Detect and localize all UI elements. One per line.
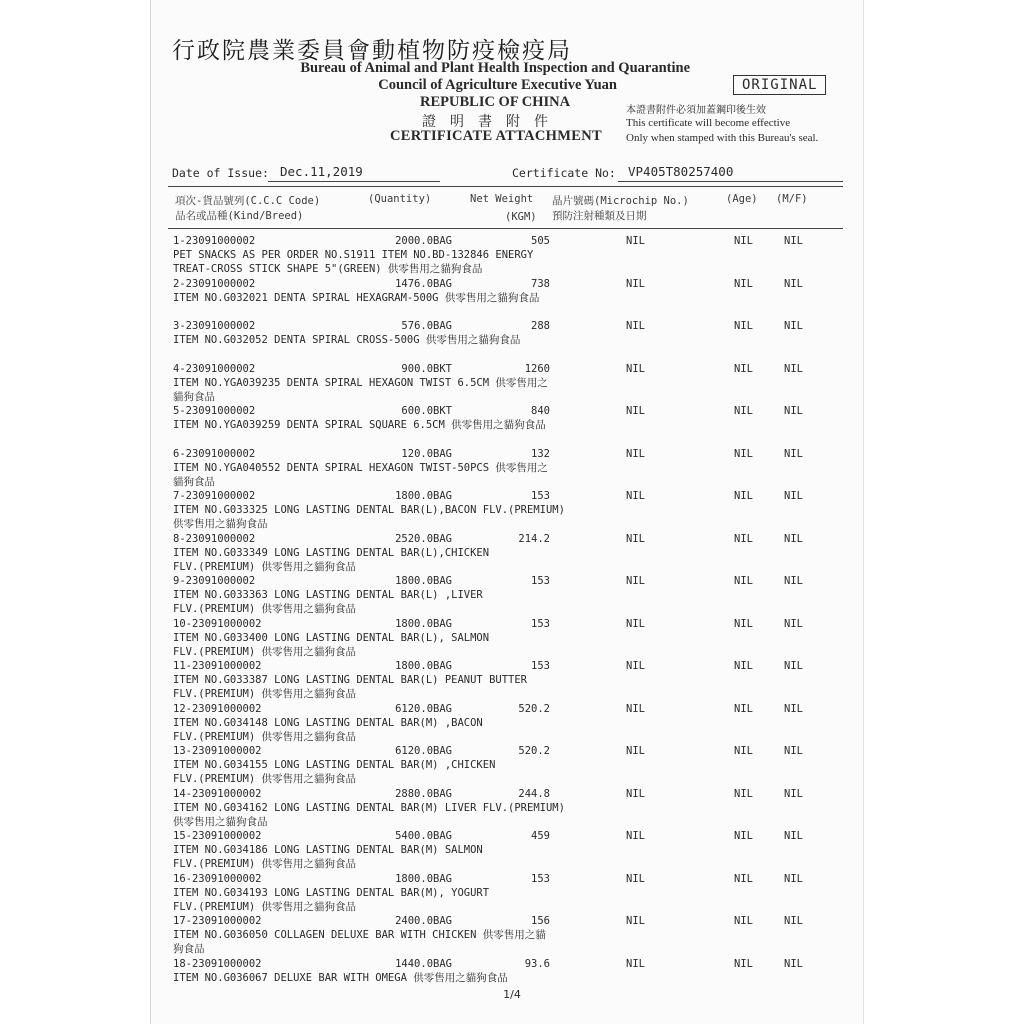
item-age: NIL: [734, 787, 753, 800]
item-net-weight: 1260: [524, 362, 550, 375]
item-microchip: NIL: [626, 277, 645, 290]
table-row: [0, 489, 1024, 503]
date-of-issue-value: Dec.11,2019: [280, 164, 363, 179]
item-description: ITEM NO.G034162 LONG LASTING DENTAL BAR(M) LIVER FLV.(PREMIUM): [173, 801, 565, 814]
item-description: FLV.(PREMIUM) 供零售用之貓狗食品: [173, 858, 357, 870]
item-age: NIL: [734, 745, 753, 757]
item-description: ITEM NO.YGA040552 DENTA SPIRAL HEXAGON TWIST-50PCS 供零售用之: [173, 461, 548, 474]
certificate-number-label: Certificate No:: [512, 166, 616, 180]
item-description: 狗食品: [173, 943, 205, 955]
date-underline: [268, 181, 440, 182]
item-sex: NIL: [784, 702, 803, 715]
item-microchip: NIL: [626, 872, 645, 885]
item-description: ITEM NO.YGA039259 DENTA SPIRAL SQUARE 6.5CM 供零售用之貓狗食品: [173, 419, 546, 431]
item-sex: NIL: [784, 277, 803, 290]
item-code: 6-23091000002: [173, 447, 256, 460]
item-net-weight: 153: [531, 490, 550, 502]
item-net-weight: 132: [531, 447, 550, 460]
item-description: FLV.(PREMIUM) 供零售用之貓狗食品: [173, 645, 357, 658]
table-row: [0, 787, 1024, 801]
item-net-weight: 459: [531, 830, 550, 842]
item-code: 8-23091000002: [173, 532, 256, 545]
table-row: [0, 744, 1024, 758]
column-header-kind-breed: 品名或品種(Kind/Breed): [175, 210, 304, 222]
item-code: 15-23091000002: [173, 830, 262, 842]
item-microchip: NIL: [626, 830, 645, 842]
item-net-weight: 520.2: [518, 702, 550, 715]
column-header-age: (Age): [726, 193, 758, 205]
item-age: NIL: [734, 277, 753, 290]
item-description: ITEM NO.G036067 DELUXE BAR WITH OMEGA 供零售用之貓狗食品: [173, 971, 508, 984]
item-net-weight: 738: [531, 277, 550, 290]
item-description: FLV.(PREMIUM) 供零售用之貓狗食品: [173, 773, 357, 785]
column-header-net-weight: Net Weight: [470, 193, 534, 205]
item-description: 供零售用之貓狗食品: [173, 815, 268, 828]
item-quantity: 900.0BKT: [401, 362, 452, 375]
item-sex: NIL: [784, 320, 803, 332]
item-sex: NIL: [784, 405, 803, 417]
item-age: NIL: [734, 490, 753, 502]
table-row: [0, 277, 1024, 291]
item-description: ITEM NO.G033387 LONG LASTING DENTAL BAR(L) PEANUT BUTTER: [173, 674, 528, 686]
certificate-underline: [618, 181, 843, 182]
item-quantity: 120.0BAG: [401, 447, 452, 460]
item-age: NIL: [734, 702, 753, 715]
item-quantity: 1800.0BAG: [395, 660, 452, 672]
item-description: PET SNACKS AS PER ORDER NO.S1911 ITEM NO.BD-132846 ENERGY: [173, 249, 534, 261]
table-top-rule: [168, 186, 843, 187]
item-age: NIL: [734, 235, 753, 247]
item-sex: NIL: [784, 362, 803, 375]
item-microchip: NIL: [626, 447, 645, 460]
item-sex: NIL: [784, 490, 803, 502]
item-description: ITEM NO.G034155 LONG LASTING DENTAL BAR(M) ,CHICKEN: [173, 759, 496, 771]
country-title: REPUBLIC OF CHINA: [420, 94, 571, 110]
item-quantity: 2000.0BAG: [395, 235, 452, 247]
item-sex: NIL: [784, 830, 803, 842]
item-sex: NIL: [784, 235, 803, 247]
item-description: FLV.(PREMIUM) 供零售用之貓狗食品: [173, 603, 357, 615]
item-net-weight: 840: [531, 405, 550, 417]
item-microchip: NIL: [626, 957, 645, 970]
item-quantity: 1476.0BAG: [395, 277, 452, 290]
item-quantity: 6120.0BAG: [395, 702, 452, 715]
item-quantity: 5400.0BAG: [395, 830, 452, 842]
item-age: NIL: [734, 915, 753, 927]
item-quantity: 2520.0BAG: [395, 532, 452, 545]
table-row: [0, 659, 1024, 673]
seal-note-english-line2: Only when stamped with this Bureau's seal.: [626, 132, 819, 144]
item-net-weight: 288: [531, 320, 550, 332]
item-microchip: NIL: [626, 702, 645, 715]
item-microchip: NIL: [626, 617, 645, 630]
item-age: NIL: [734, 957, 753, 970]
item-quantity: 1800.0BAG: [395, 490, 452, 502]
item-age: NIL: [734, 362, 753, 375]
table-row: [0, 617, 1024, 631]
item-sex: NIL: [784, 872, 803, 885]
item-code: 14-23091000002: [173, 787, 262, 800]
column-header-kgm: (KGM): [505, 211, 537, 223]
item-sex: NIL: [784, 787, 803, 800]
item-age: NIL: [734, 320, 753, 332]
certificate-number-value: VP405T80257400: [628, 164, 734, 179]
item-microchip: NIL: [626, 320, 645, 332]
item-description: FLV.(PREMIUM) 供零售用之貓狗食品: [173, 730, 357, 743]
item-age: NIL: [734, 617, 753, 630]
item-microchip: NIL: [626, 660, 645, 672]
item-code: 12-23091000002: [173, 702, 262, 715]
item-code: 18-23091000002: [173, 957, 262, 970]
item-quantity: 2880.0BAG: [395, 787, 452, 800]
item-microchip: NIL: [626, 745, 645, 757]
item-quantity: 6120.0BAG: [395, 745, 452, 757]
item-net-weight: 214.2: [518, 532, 550, 545]
item-sex: NIL: [784, 447, 803, 460]
item-age: NIL: [734, 447, 753, 460]
date-of-issue-label: Date of Issue:: [172, 166, 269, 180]
item-code: 13-23091000002: [173, 745, 262, 757]
original-stamp: ORIGINAL: [733, 75, 826, 95]
item-code: 4-23091000002: [173, 362, 256, 375]
item-sex: NIL: [784, 617, 803, 630]
table-row: [0, 829, 1024, 843]
column-header-quantity: (Quantity): [368, 193, 432, 205]
table-row: [0, 234, 1024, 248]
item-code: 17-23091000002: [173, 915, 262, 927]
item-description: ITEM NO.G033400 LONG LASTING DENTAL BAR(L), SALMON: [173, 631, 490, 644]
item-net-weight: 244.8: [518, 787, 550, 800]
item-age: NIL: [734, 405, 753, 417]
table-row: [0, 872, 1024, 886]
item-net-weight: 153: [531, 872, 550, 885]
column-header-ccc-code: 項次-貨品號列(C.C.C Code): [175, 195, 321, 207]
item-description: 供零售用之貓狗食品: [173, 518, 268, 530]
item-microchip: NIL: [626, 787, 645, 800]
item-sex: NIL: [784, 745, 803, 757]
item-net-weight: 156: [531, 915, 550, 927]
item-age: NIL: [734, 575, 753, 587]
table-row: [0, 574, 1024, 588]
item-description: 貓狗食品: [173, 475, 215, 488]
page-number: 1/4: [503, 988, 521, 1001]
item-net-weight: 505: [531, 235, 550, 247]
item-code: 9-23091000002: [173, 575, 256, 587]
item-code: 10-23091000002: [173, 617, 262, 630]
item-description: ITEM NO.YGA039235 DENTA SPIRAL HEXAGON TWIST 6.5CM 供零售用之: [173, 376, 548, 389]
item-description: ITEM NO.G033363 LONG LASTING DENTAL BAR(L) ,LIVER: [173, 589, 483, 601]
item-microchip: NIL: [626, 915, 645, 927]
item-description: ITEM NO.G033349 LONG LASTING DENTAL BAR(L),CHICKEN: [173, 546, 490, 559]
item-quantity: 1800.0BAG: [395, 617, 452, 630]
item-description: ITEM NO.G033325 LONG LASTING DENTAL BAR(L),BACON FLV.(PREMIUM): [173, 504, 565, 516]
item-age: NIL: [734, 660, 753, 672]
item-quantity: 1440.0BAG: [395, 957, 452, 970]
item-net-weight: 153: [531, 660, 550, 672]
item-quantity: 600.0BKT: [401, 405, 452, 417]
column-header-microchip: 晶片號碼(Microchip No.): [552, 195, 689, 207]
item-description: ITEM NO.G032052 DENTA SPIRAL CROSS-500G 供零售用之貓狗食品: [173, 334, 521, 346]
subtitle-chinese: 證明書附件: [422, 114, 562, 130]
item-description: ITEM NO.G034148 LONG LASTING DENTAL BAR(M) ,BACON: [173, 716, 483, 729]
item-sex: NIL: [784, 957, 803, 970]
item-code: 2-23091000002: [173, 277, 256, 290]
certificate-attachment-title: CERTIFICATE ATTACHMENT: [390, 128, 602, 144]
item-microchip: NIL: [626, 405, 645, 417]
item-net-weight: 153: [531, 575, 550, 587]
item-description: FLV.(PREMIUM) 供零售用之貓狗食品: [173, 900, 357, 913]
table-row: [0, 532, 1024, 546]
bureau-title-chinese: 行政院農業委員會動植物防疫檢疫局: [172, 38, 572, 64]
item-description: FLV.(PREMIUM) 供零售用之貓狗食品: [173, 688, 357, 700]
column-header-vaccination: 預防注射種類及日期: [552, 210, 647, 222]
item-description: TREAT-CROSS STICK SHAPE 5"(GREEN) 供零售用之貓狗食品: [173, 263, 483, 275]
item-age: NIL: [734, 872, 753, 885]
item-net-weight: 520.2: [518, 745, 550, 757]
item-microchip: NIL: [626, 575, 645, 587]
item-net-weight: 153: [531, 617, 550, 630]
item-sex: NIL: [784, 660, 803, 672]
seal-note-english-line1: This certificate will become effective: [626, 117, 791, 129]
item-description: FLV.(PREMIUM) 供零售用之貓狗食品: [173, 560, 357, 573]
item-microchip: NIL: [626, 362, 645, 375]
item-code: 3-23091000002: [173, 320, 256, 332]
bureau-title-english: Bureau of Animal and Plant Health Inspection and Quarantine: [300, 60, 690, 76]
council-title: Council of Agriculture Executive Yuan: [378, 77, 617, 93]
item-quantity: 1800.0BAG: [395, 575, 452, 587]
item-age: NIL: [734, 830, 753, 842]
table-row: [0, 702, 1024, 716]
seal-note-chinese: 本證書附件必須加蓋鋼印後生效: [626, 105, 766, 116]
table-row: [0, 957, 1024, 971]
item-code: 7-23091000002: [173, 490, 256, 502]
item-code: 11-23091000002: [173, 660, 262, 672]
item-sex: NIL: [784, 575, 803, 587]
item-description: ITEM NO.G036050 COLLAGEN DELUXE BAR WITH CHICKEN 供零售用之貓: [173, 929, 546, 941]
item-code: 16-23091000002: [173, 872, 262, 885]
item-microchip: NIL: [626, 490, 645, 502]
item-sex: NIL: [784, 532, 803, 545]
table-row: [0, 914, 1024, 928]
item-microchip: NIL: [626, 235, 645, 247]
item-description: ITEM NO.G032021 DENTA SPIRAL HEXAGRAM-500G 供零售用之貓狗食品: [173, 291, 540, 304]
item-description: ITEM NO.G034186 LONG LASTING DENTAL BAR(M) SALMON: [173, 844, 483, 856]
item-age: NIL: [734, 532, 753, 545]
item-code: 5-23091000002: [173, 405, 256, 417]
item-code: 1-23091000002: [173, 235, 256, 247]
table-row: [0, 404, 1024, 418]
item-quantity: 576.0BAG: [401, 320, 452, 332]
table-row: [0, 447, 1024, 461]
table-row: [0, 319, 1024, 333]
column-header-sex: (M/F): [776, 193, 808, 205]
item-net-weight: 93.6: [524, 957, 550, 970]
item-description: ITEM NO.G034193 LONG LASTING DENTAL BAR(M), YOGURT: [173, 886, 490, 899]
table-row: [0, 362, 1024, 376]
table-header-rule: [168, 228, 843, 229]
item-description: 貓狗食品: [173, 390, 215, 403]
item-quantity: 1800.0BAG: [395, 872, 452, 885]
item-sex: NIL: [784, 915, 803, 927]
item-quantity: 2400.0BAG: [395, 915, 452, 927]
item-microchip: NIL: [626, 532, 645, 545]
